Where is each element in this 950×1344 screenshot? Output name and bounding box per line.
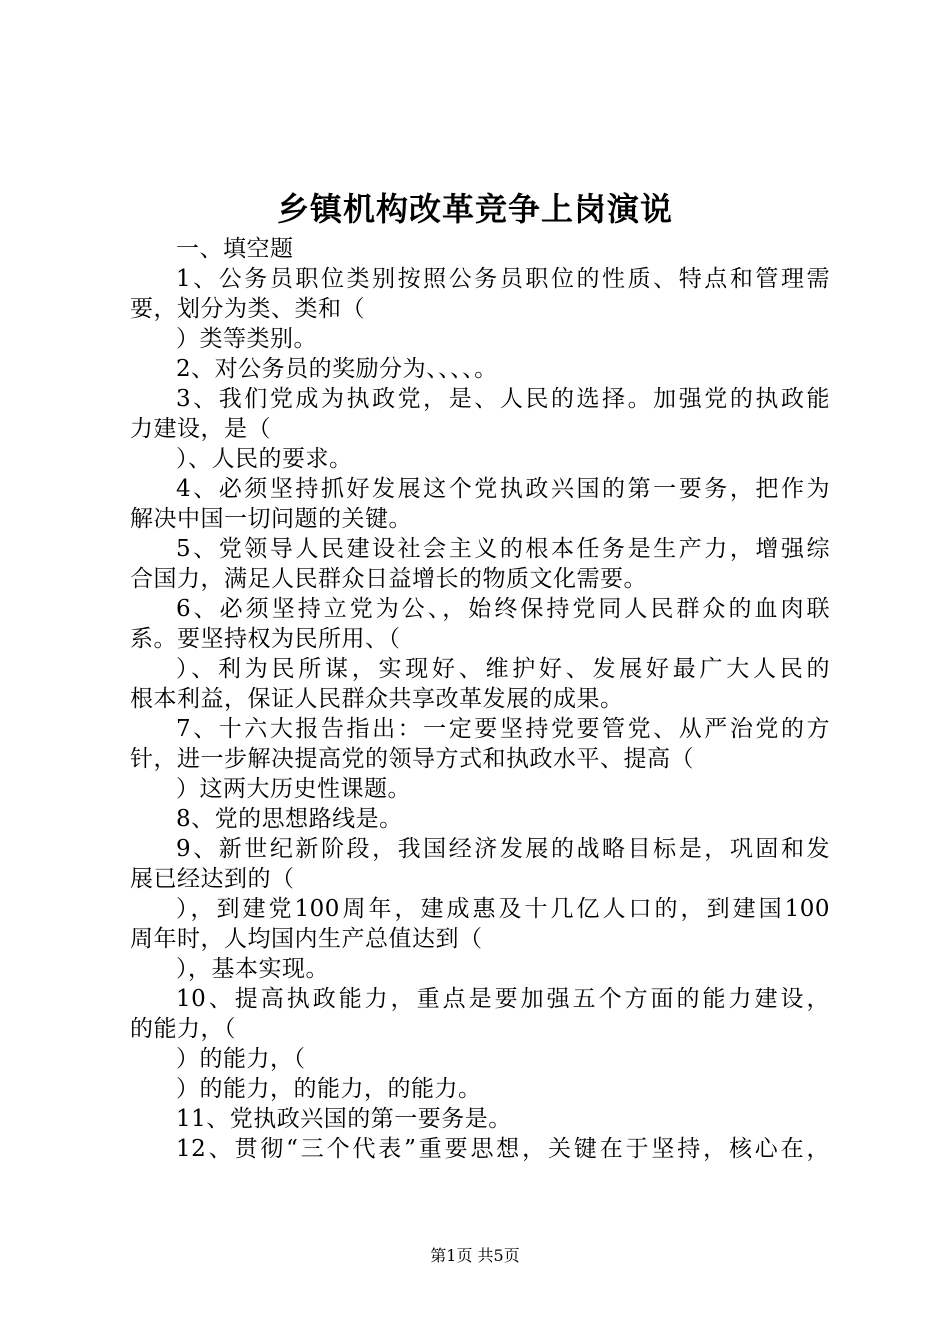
text-line: 解决中国一切问题的关键。 [130, 506, 412, 532]
text-line: 8、党的思想路线是。 [176, 806, 403, 832]
text-line: ）的能力，（ [176, 1046, 306, 1072]
text-line: ）类等类别。 [176, 326, 317, 352]
text-line: 合国力，满足人民群众日益增长的物质文化需要。 [130, 566, 647, 592]
text-line: 5、党领导人民建设社会主义的根本任务是生产力，增强综 [176, 536, 830, 562]
text-line: 11、党执政兴国的第一要务是。 [176, 1106, 512, 1132]
text-line: 1、公务员职位类别按照公务员职位的性质、特点和管理需 [176, 266, 830, 292]
text-line: 12、贯彻“三个代表”重要思想，关键在于坚持，核心在， [176, 1136, 830, 1162]
text-line: 7、十六大报告指出：一定要坚持党要管党、从严治党的方 [176, 716, 830, 742]
text-line: ）的能力，的能力，的能力。 [176, 1076, 482, 1102]
text-line: 的能力，（ [130, 1016, 236, 1042]
text-line: 3、我们党成为执政党，是、人民的选择。加强党的执政能 [176, 386, 830, 412]
text-line: 6、必须坚持立党为公、，始终保持党同人民群众的血肉联 [176, 596, 830, 622]
text-line: ）、利为民所谋，实现好、维护好、发展好最广大人民的 [176, 656, 830, 682]
text-line: 针，进一步解决提高党的领导方式和执政水平、提高（ [130, 746, 694, 772]
text-line: 要，划分为类、类和（ [130, 296, 365, 322]
text-line: ）、人民的要求。 [176, 446, 353, 472]
text-line: 力建设，是（ [130, 416, 271, 442]
text-line: 根本利益，保证人民群众共享改革发展的成果。 [130, 686, 624, 712]
text-line: 展已经达到的（ [130, 866, 295, 892]
text-line: 一、填空题 [176, 236, 294, 262]
text-line: 2、对公务员的奖励分为、、、、。 [176, 356, 498, 382]
text-line: 9、新世纪新阶段，我国经济发展的战略目标是，巩固和发 [176, 836, 830, 862]
page-footer: 第1页 共5页 [430, 1246, 520, 1265]
text-line: 系。要坚持权为民所用、（ [130, 626, 401, 652]
document-body [130, 234, 830, 1164]
text-line: 10、提高执政能力，重点是要加强五个方面的能力建设， [176, 986, 830, 1012]
text-line: ）这两大历史性课题。 [176, 776, 411, 802]
page-title: 乡镇机构改革竞争上岗演说 [276, 190, 673, 228]
text-line: ），到建党100周年，建成惠及十几亿人口的，到建国100 [176, 896, 830, 922]
text-line: 4、必须坚持抓好发展这个党执政兴国的第一要务，把作为 [176, 476, 830, 502]
text-line: 周年时，人均国内生产总值达到（ [130, 926, 483, 952]
text-line: ），基本实现。 [176, 956, 329, 982]
